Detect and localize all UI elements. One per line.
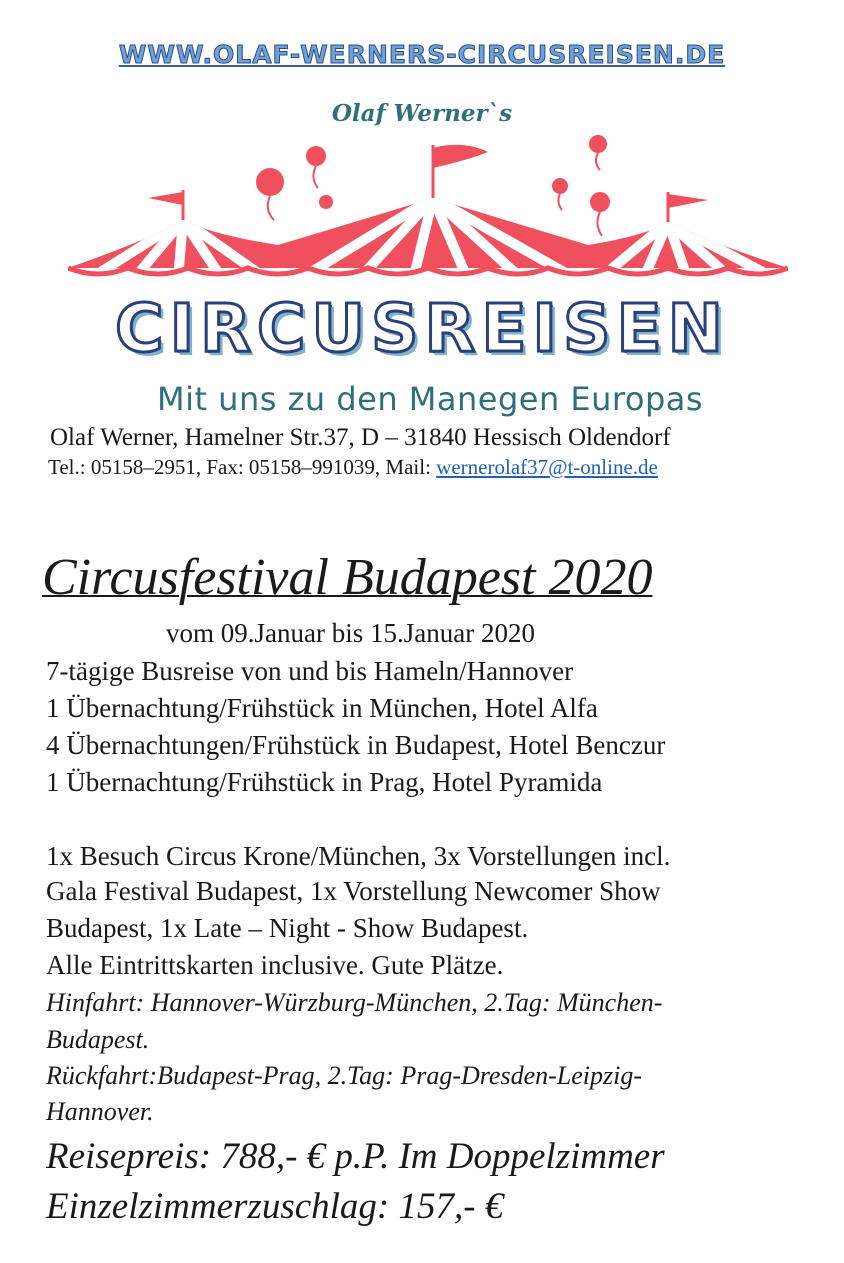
slogan: Mit uns zu den Manegen Europas [156,380,704,418]
postal-address: Olaf Werner, Hamelner Str.37, D – 31840 Hessisch Oldendorf [50,424,671,451]
detail-line: 1 Übernachtung/Frühstück in München, Hotel Alfa [46,693,598,723]
program-line: 1x Besuch Circus Krone/München, 3x Vorstellungen incl. [46,841,671,871]
program-line: Gala Festival Budapest, 1x Vorstellung Newcomer Show [46,876,661,906]
logo-owner-name: Olaf Werner`s [331,100,513,127]
single-supplement-line: Einzelzimmerzuschlag: 157,- € [46,1186,504,1227]
route-line: Rückfahrt:Budapest-Prag, 2.Tag: Prag-Dresden-Leipzig- [46,1061,643,1090]
email-link[interactable]: wernerolaf37@t-online.de [436,455,658,479]
contact-phone-fax: Tel.: 05158–2951, Fax: 05158–991039, Mail: [48,455,437,479]
logo-wordmark: CIRCUSREISEN [115,290,729,367]
contact-line [48,455,658,480]
offer-title: Circusfestival Budapest 2020 [42,549,653,606]
travel-dates: vom 09.Januar bis 15.Januar 2020 [166,618,535,648]
website-url[interactable]: WWW.OLAF-WERNERS-CIRCUSREISEN.DE [118,40,726,69]
program-line: Alle Eintrittskarten inclusive. Gute Plätze. [46,950,504,980]
program-line: Budapest, 1x Late – Night - Show Budapest. [46,913,529,943]
detail-line: 7-tägige Busreise von und bis Hameln/Hannover [46,656,574,686]
route-line: Hinfahrt: Hannover-Würzburg-München, 2.Tag: München- [46,988,663,1017]
route-line: Budapest. [46,1025,150,1054]
detail-line: 1 Übernachtung/Frühstück in Prag, Hotel Pyramida [46,767,603,797]
price-line: Reisepreis: 788,- € p.P. Im Doppelzimmer [46,1136,665,1177]
circus-tent-logo [68,130,788,290]
detail-line: 4 Übernachtungen/Frühstück in Budapest, Hotel Benczur [46,730,666,760]
route-line: Hannover. [46,1097,154,1126]
